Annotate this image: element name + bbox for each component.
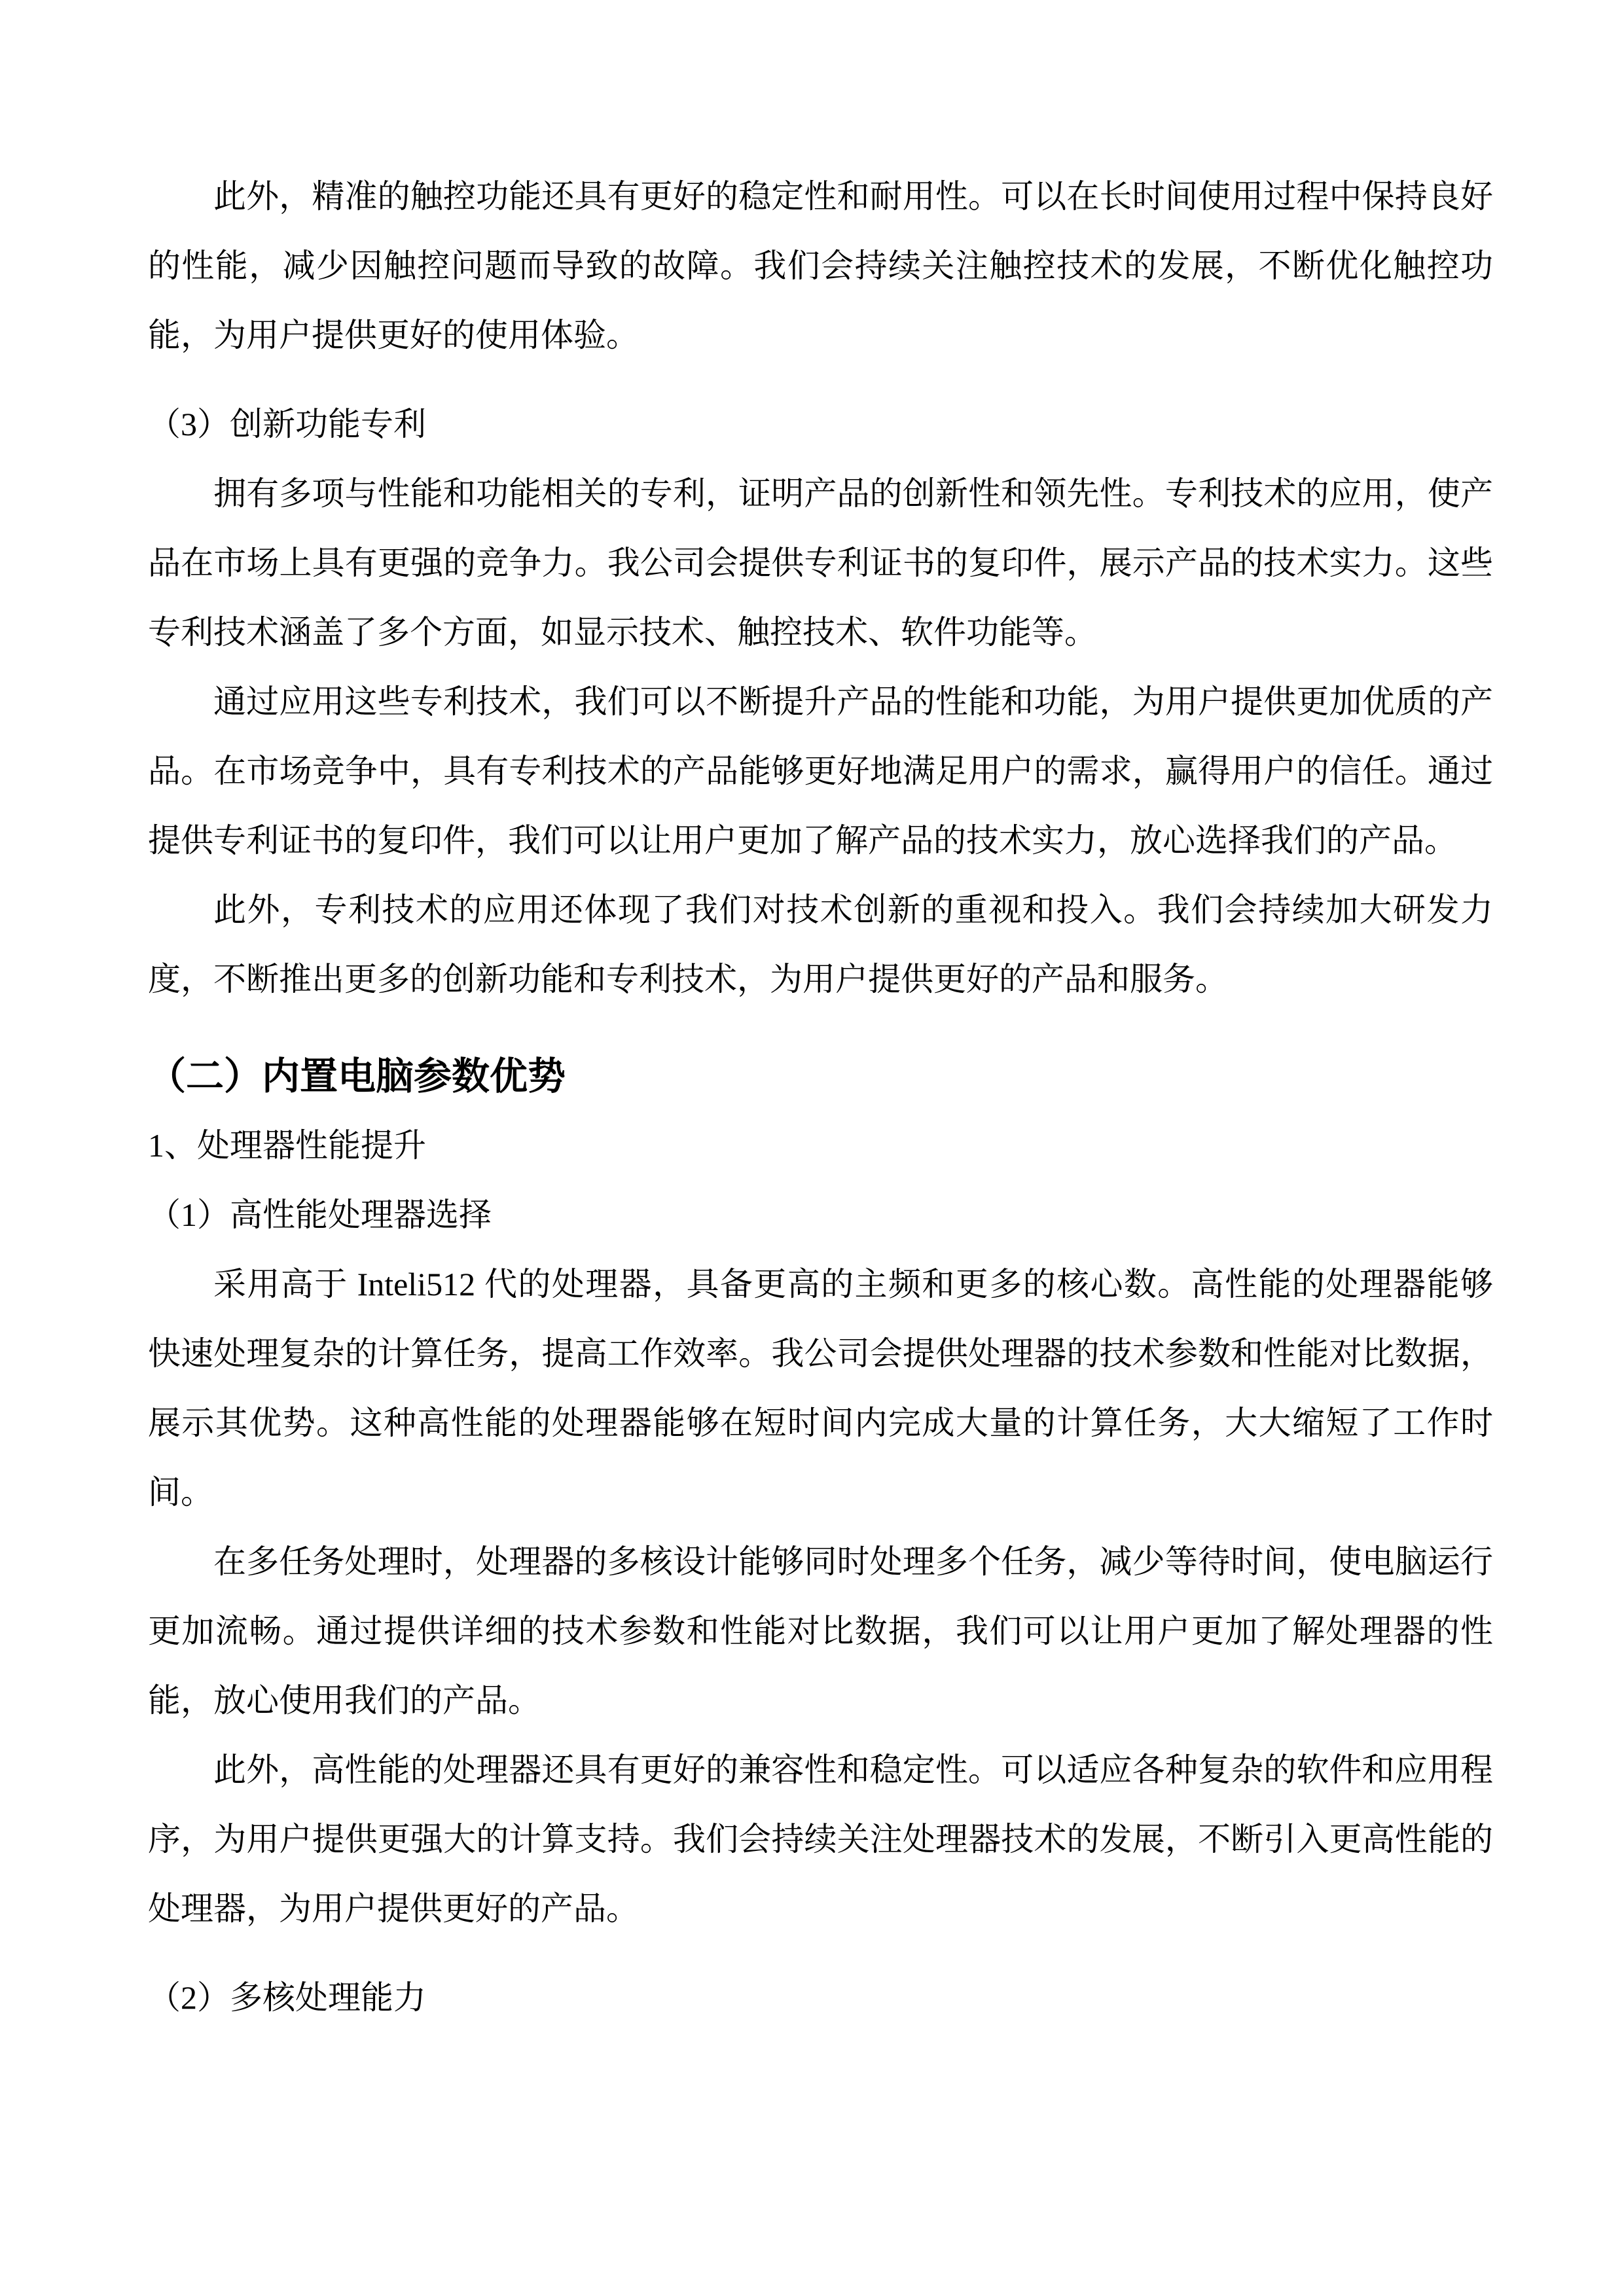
paragraph-patent-rnd: 此外，专利技术的应用还体现了我们对技术创新的重视和投入。我们会持续加大研发力度，不断推出更多的创新功能和专利技术，为用户提供更好的产品和服务。	[148, 891, 1493, 997]
section-heading-builtin-pc-advantages: （二）内置电脑参数优势	[148, 1055, 566, 1098]
sub-heading-multicore: （2）多核处理能力	[148, 1979, 426, 2016]
sub-heading-innovation-patent: （3）创新功能专利	[148, 406, 426, 442]
sub-heading-cpu-performance: 1、处理器性能提升	[148, 1127, 426, 1164]
paragraph-patent-ownership: 拥有多项与性能和功能相关的专利，证明产品的创新性和领先性。专利技术的应用，使产品在市场上具有更强的竞争力。我公司会提供专利证书的复印件，展示产品的技术实力。这些专利技术涵盖了多个方面，如显示技术、触控技术、软件功能等。	[148, 475, 1493, 651]
paragraph-patent-application: 通过应用这些专利技术，我们可以不断提升产品的性能和功能，为用户提供更加优质的产品。在市场竞争中，具有专利技术的产品能够更好地满足用户的需求，赢得用户的信任。通过提供专利证书的复印件，我们可以让用户更加了解产品的技术实力，放心选择我们的产品。	[148, 683, 1493, 859]
paragraph-multitask: 在多任务处理时，处理器的多核设计能够同时处理多个任务，减少等待时间，使电脑运行更加流畅。通过提供详细的技术参数和性能对比数据，我们可以让用户更加了解处理器的性能，放心使用我们的产品。	[148, 1543, 1493, 1719]
paragraph-touch-stability: 此外，精准的触控功能还具有更好的稳定性和耐用性。可以在长时间使用过程中保持良好的性能，减少因触控问题而导致的故障。我们会持续关注触控技术的发展，不断优化触控功能，为用户提供更好的使用体验。	[148, 178, 1493, 353]
paragraph-cpu-compatibility: 此外，高性能的处理器还具有更好的兼容性和稳定性。可以适应各种复杂的软件和应用程序，为用户提供更强大的计算支持。我们会持续关注处理器技术的发展，不断引入更高性能的处理器，为用户提供更好的产品。	[148, 1751, 1493, 1927]
sub-heading-high-performance-cpu: （1）高性能处理器选择	[148, 1196, 492, 1233]
paragraph-cpu-specs: 采用高于 Inteli512 代的处理器，具备更高的主频和更多的核心数。高性能的处理器能够快速处理复杂的计算任务，提高工作效率。我公司会提供处理器的技术参数和性能对比数据，展示其优势。这种高性能的处理器能够在短时间内完成大量的计算任务，大大缩短了工作时间。	[148, 1266, 1493, 1511]
